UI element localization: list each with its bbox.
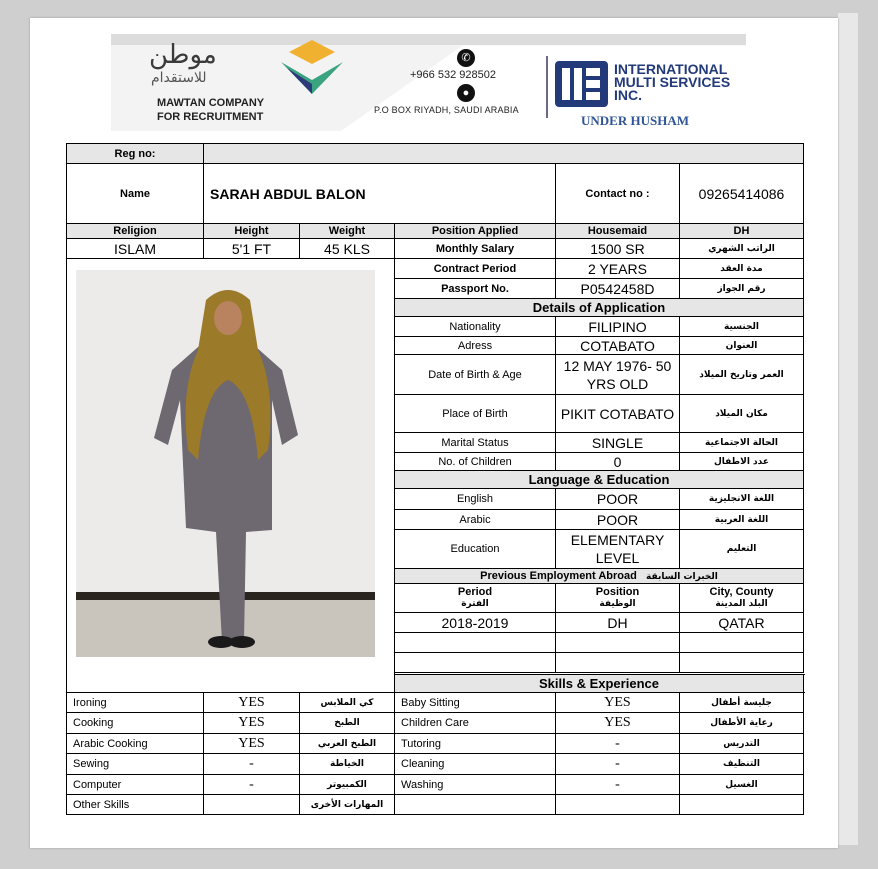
contract-arabic: مدة العقد: [680, 259, 804, 279]
photo-cell: [67, 259, 395, 693]
skill-value: YES: [204, 713, 300, 734]
salary-label: Monthly Salary: [395, 239, 556, 259]
ims-logo-icon: [554, 60, 609, 108]
arabic-arabic: اللغة العربية: [680, 510, 804, 530]
weight-value: 45 KLS: [300, 239, 395, 259]
skill-arabic: الخياطة: [300, 754, 395, 775]
birthplace-value: PIKIT COTABATO: [556, 395, 680, 433]
person-figure-icon: [76, 270, 375, 657]
name-label: Name: [67, 164, 204, 224]
employment-empty-cell: [556, 653, 680, 673]
marital-value: SINGLE: [556, 433, 680, 453]
education-value: ELEMENTARY LEVEL: [556, 530, 680, 569]
passport-label: Passport No.: [395, 279, 556, 299]
employment-title-row: [395, 569, 804, 584]
employment-empty-cell: [395, 633, 556, 653]
company-name-english: [157, 96, 264, 124]
position-code: DH: [680, 224, 804, 239]
window-scroll-edge: [838, 13, 858, 845]
col-city-arabic: البلد المدينة: [715, 599, 768, 609]
skill-value: YES: [204, 693, 300, 713]
arabic-label: Arabic: [395, 510, 556, 530]
marital-label: Marital Status: [395, 433, 556, 453]
children-label: No. of Children: [395, 453, 556, 471]
education-label: Education: [395, 530, 556, 569]
skill-label: [395, 795, 556, 815]
col-position-label: Position: [595, 586, 640, 598]
contract-value: 2 YEARS: [556, 259, 680, 279]
dob-label: Date of Birth & Age: [395, 355, 556, 395]
company-name-arabic-sub: للاستقدام: [151, 70, 207, 86]
skill-value: -: [556, 775, 680, 795]
skill-label: Cooking: [67, 713, 204, 734]
skill-arabic: التنظيف: [680, 754, 804, 775]
contract-label: Contract Period: [395, 259, 556, 279]
arabic-value: POOR: [556, 510, 680, 530]
skill-arabic: رعاية الأطفال: [680, 713, 804, 734]
position-value: Housemaid: [556, 224, 680, 239]
col-position-arabic: الوظيفة: [599, 599, 636, 609]
skill-arabic: المهارات الأخرى: [300, 795, 395, 815]
skills-title: Skills & Experience: [395, 675, 804, 693]
skill-arabic: الطبخ العربي: [300, 734, 395, 754]
salary-value: 1500 SR: [556, 239, 680, 259]
partner-name: [614, 63, 730, 102]
employment-position: DH: [556, 613, 680, 633]
dob-arabic: العمر وتاريخ الميلاد: [680, 355, 804, 395]
mawtan-logo-icon: [279, 40, 345, 94]
height-value: 5'1 FT: [204, 239, 300, 259]
name-value: SARAH ABDUL BALON: [204, 164, 556, 224]
contact-value: 09265414086: [680, 164, 804, 224]
col-city: [680, 584, 804, 613]
skill-label: Children Care: [395, 713, 556, 734]
company-phone: +966 532 928502: [410, 69, 496, 81]
employment-empty-cell: [680, 653, 804, 673]
application-form: [66, 143, 804, 815]
skill-value: YES: [556, 693, 680, 713]
skill-arabic: الغسيل: [680, 775, 804, 795]
employment-empty-cell: [556, 633, 680, 653]
english-value: POOR: [556, 489, 680, 510]
contact-label: Contact no :: [556, 164, 680, 224]
skill-arabic: التدريس: [680, 734, 804, 754]
nationality-label: Nationality: [395, 317, 556, 337]
partner-line-3: INC.: [614, 87, 642, 103]
birthplace-arabic: مكان الميلاد: [680, 395, 804, 433]
partner-line-1: INTERNATIONAL: [614, 61, 728, 77]
skill-arabic: جليسة أطفال: [680, 693, 804, 713]
skill-arabic: الكمبيوتر: [300, 775, 395, 795]
skill-label: Other Skills: [67, 795, 204, 815]
address-label: Adress: [395, 337, 556, 355]
passport-value: P0542458D: [556, 279, 680, 299]
marital-arabic: الحالة الاجتماعية: [680, 433, 804, 453]
language-title: Language & Education: [395, 471, 804, 489]
address-arabic: العنوان: [680, 337, 804, 355]
skill-value: YES: [204, 734, 300, 754]
skill-label: Computer: [67, 775, 204, 795]
skill-value: -: [204, 754, 300, 775]
under-label: UNDER HUSHAM: [581, 113, 689, 128]
employment-period: 2018-2019: [395, 613, 556, 633]
reg-label: Reg no:: [67, 144, 204, 164]
skill-label: Washing: [395, 775, 556, 795]
nationality-arabic: الجنسية: [680, 317, 804, 337]
partner-line-2: MULTI SERVICES: [614, 74, 731, 90]
employment-empty-cell: [680, 633, 804, 653]
employment-title-arabic: الخبرات السابقة: [646, 572, 718, 582]
position-label: Position Applied: [395, 224, 556, 239]
english-label: English: [395, 489, 556, 510]
location-pin-icon: ●: [457, 84, 475, 102]
skill-arabic: [680, 795, 804, 815]
passport-arabic: رقم الجواز: [680, 279, 804, 299]
skill-value: YES: [556, 713, 680, 734]
employment-empty-cell: [395, 653, 556, 673]
skill-label: Cleaning: [395, 754, 556, 775]
skill-value: -: [556, 754, 680, 775]
skill-label: Ironing: [67, 693, 204, 713]
skill-value: -: [204, 775, 300, 795]
skill-value: [556, 795, 680, 815]
height-label: Height: [204, 224, 300, 239]
skill-arabic: الطبخ: [300, 713, 395, 734]
children-value: 0: [556, 453, 680, 471]
weight-label: Weight: [300, 224, 395, 239]
header-divider: [546, 56, 548, 118]
religion-label: Religion: [67, 224, 204, 239]
employment-city: QATAR: [680, 613, 804, 633]
dob-value: 12 MAY 1976- 50 YRS OLD: [556, 355, 680, 395]
address-value: COTABATO: [556, 337, 680, 355]
applicant-photo: [76, 270, 375, 657]
nationality-value: FILIPINO: [556, 317, 680, 337]
col-period-label: Period: [457, 586, 493, 598]
religion-value: ISLAM: [67, 239, 204, 259]
company-line-1: MAWTAN COMPANY: [157, 97, 265, 109]
company-name-arabic: موطن: [149, 40, 217, 70]
company-address: P.O BOX RIYADH, SAUDI ARABIA: [374, 105, 519, 115]
col-period: [395, 584, 556, 613]
salary-arabic: الراتب الشهري: [680, 239, 804, 259]
skill-arabic: كي الملابس: [300, 693, 395, 713]
letterhead: [111, 34, 746, 131]
phone-icon: ✆: [457, 49, 475, 67]
application-title: Details of Application: [395, 299, 804, 317]
employment-title: Previous Employment Abroad: [480, 570, 637, 582]
education-arabic: التعليم: [680, 530, 804, 569]
skill-label: Baby Sitting: [395, 693, 556, 713]
skill-value: -: [556, 734, 680, 754]
col-city-label: City, County: [709, 586, 774, 598]
col-period-arabic: الفترة: [461, 599, 489, 609]
english-arabic: اللغة الانجليزية: [680, 489, 804, 510]
birthplace-label: Place of Birth: [395, 395, 556, 433]
reg-value: [204, 144, 804, 164]
children-arabic: عدد الاطفال: [680, 453, 804, 471]
skill-label: Arabic Cooking: [67, 734, 204, 754]
company-line-2: FOR RECRUITMENT: [157, 111, 264, 123]
skill-label: Tutoring: [395, 734, 556, 754]
col-position: [556, 584, 680, 613]
skill-value: [204, 795, 300, 815]
skill-label: Sewing: [67, 754, 204, 775]
